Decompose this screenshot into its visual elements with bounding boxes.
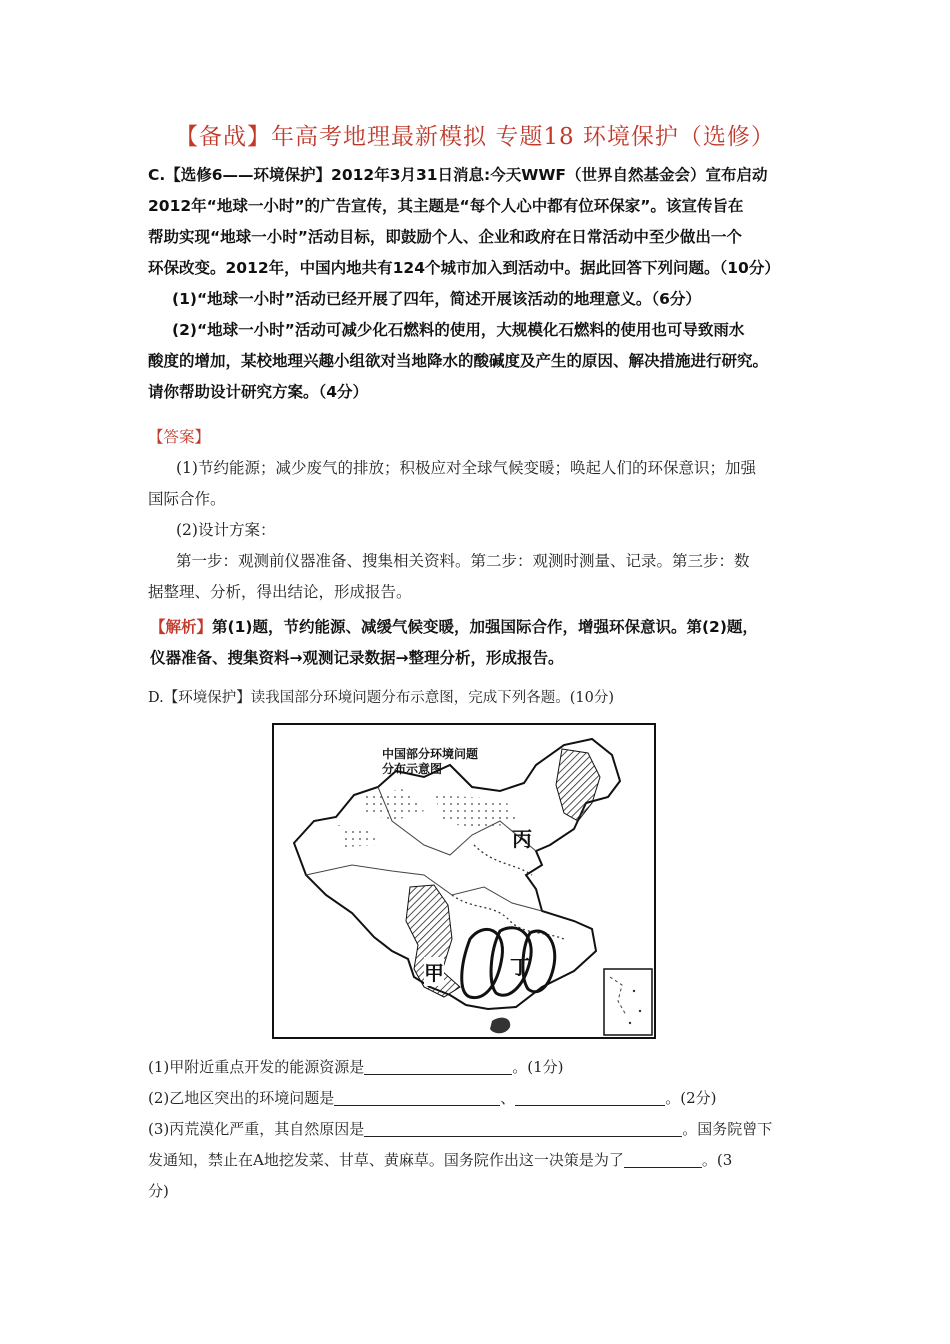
- map-label-jia: 甲: [424, 957, 444, 986]
- question-d2: (2)乙地区突出的环境问题是 、 。(2分): [148, 1089, 717, 1107]
- section-c-line: 环保改变。2012年，中国内地共有124个城市加入到活动中。据此回答下列问题。（10分）: [148, 259, 780, 277]
- question-c2-line: (2)“地球一小时”活动可减少化石燃料的使用，大规模化石燃料的使用也可导致雨水: [172, 321, 745, 339]
- answer-1-line: 国际合作。: [148, 490, 226, 508]
- analysis-block: [150, 612, 820, 674]
- desert-area: [364, 789, 424, 821]
- china-environment-map: [272, 723, 656, 1039]
- question-d1: (1)甲附近重点开发的能源资源是 。(1分): [148, 1058, 564, 1076]
- answer-blank[interactable]: [364, 1118, 682, 1137]
- map-title-line: 分布示意图: [382, 762, 443, 776]
- section-c: [148, 160, 808, 408]
- section-c-line: 帮助实现“地球一小时”活动目标，即鼓励个人、企业和政府在日常活动中至少做出一个: [148, 228, 742, 246]
- map-label-ding: 丁: [510, 955, 530, 979]
- question-c1: (1)“地球一小时”活动已经开展了四年，简述开展该活动的地理意义。（6分）: [172, 290, 701, 308]
- answer-blank[interactable]: [364, 1056, 512, 1075]
- desert-area: [338, 825, 378, 847]
- map-label-bing: 丙: [512, 827, 532, 851]
- section-c-line: C.【选修6——环境保护】2012年3月31日消息:今天WWF（世界自然基金会）宣布启动: [148, 166, 768, 184]
- desert-area: [434, 795, 520, 829]
- answer-blank[interactable]: [515, 1087, 665, 1106]
- answer-1-line: (1)节约能源；减少废气的排放；积极应对全球气候变暖；唤起人们的环保意识；加强: [176, 459, 756, 477]
- page-title: 【备战】年高考地理最新模拟 专题18 环境保护（选修）: [175, 124, 775, 150]
- answer-block: [148, 422, 812, 608]
- south-china-sea-inset: [604, 969, 652, 1035]
- river-line: [452, 895, 564, 939]
- question-c2-line: 酸度的增加，某校地理兴趣小组欲对当地降水的酸碱度及产生的原因、解决措施进行研究。: [148, 352, 769, 370]
- answer-2-line: 据整理、分析，得出结论，形成报告。: [148, 583, 412, 601]
- analysis-line: 仪器准备、搜集资料→观测记录数据→整理分析，形成报告。: [150, 649, 564, 667]
- analysis-line: 第(1)题，节约能源、减缓气候变暖，加强国际合作，增强环保意识。第(2)题，: [212, 618, 758, 636]
- hatched-area-northeast: [556, 749, 600, 821]
- hainan-island: [490, 1018, 510, 1034]
- answer-label: 【答案】: [148, 428, 211, 446]
- analysis-label: 【解析】: [150, 618, 213, 636]
- question-d3-line3: 分): [148, 1182, 169, 1200]
- question-d3: (3)丙荒漠化严重，其自然原因是 。国务院曾下: [148, 1120, 773, 1138]
- section-d-intro: D.【环境保护】读我国部分环境问题分布示意图，完成下列各题。(10分): [148, 690, 614, 706]
- section-d-questions: [148, 1052, 812, 1207]
- section-c-line: 2012年“地球一小时”的广告宣传，其主题是“每个人心中都有位环保家”。该宣传旨在: [148, 197, 744, 215]
- map-title-line: 中国部分环境问题: [382, 747, 479, 761]
- answer-blank[interactable]: [334, 1087, 500, 1106]
- answer-2-line: 第一步：观测前仪器准备、搜集相关资料。第二步：观测时测量、记录。第三步：数: [176, 552, 750, 570]
- question-c2-line: 请你帮助设计研究方案。（4分）: [148, 383, 369, 401]
- answer-2-head: (2)设计方案：: [176, 521, 276, 539]
- question-d3-line2: 发通知，禁止在A地挖发菜、甘草、黄麻草。国务院作出这一决策是为了 。(3: [148, 1151, 733, 1169]
- answer-blank[interactable]: [624, 1149, 702, 1168]
